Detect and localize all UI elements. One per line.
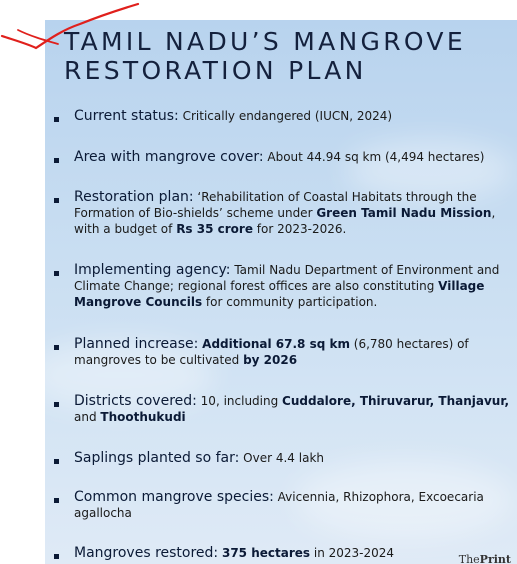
item-label: Restoration plan: — [74, 189, 194, 205]
square-bullet-icon — [54, 402, 59, 407]
item-text — [74, 545, 514, 561]
square-bullet-icon — [54, 198, 59, 203]
square-bullet-icon — [54, 271, 59, 276]
item-segment-bold: 375 hectares — [221, 546, 311, 560]
item-text — [74, 489, 514, 521]
title-line-2: RESTORATION PLAN — [64, 56, 367, 85]
item-text — [74, 189, 514, 237]
square-bullet-icon — [54, 554, 59, 559]
item-label: Planned increase: — [74, 336, 199, 352]
item-segment: for community participation. — [202, 295, 378, 309]
item-label: Common mangrove species: — [74, 489, 274, 505]
square-bullet-icon — [54, 345, 59, 350]
list-item — [54, 189, 514, 237]
list-item — [54, 545, 514, 561]
list-item — [54, 336, 514, 368]
item-label: Saplings planted so far: — [74, 450, 240, 466]
item-segment: , with a budget of — [74, 206, 496, 236]
item-text — [74, 149, 514, 165]
item-segment-bold: Cuddalore, Thiruvarur, Thanjavur, — [282, 394, 510, 408]
item-text — [74, 336, 514, 368]
item-segment-bold: Village Mangrove Councils — [74, 279, 485, 309]
item-segment: 10, including — [196, 394, 283, 408]
list-item — [54, 393, 514, 425]
item-label: Implementing agency: — [74, 262, 231, 278]
page-title — [64, 27, 504, 85]
item-label: Districts covered: — [74, 393, 197, 409]
list-item — [54, 262, 514, 310]
item-segment: and — [74, 410, 101, 424]
square-bullet-icon — [54, 117, 59, 122]
item-label: Area with mangrove cover: — [74, 149, 264, 165]
brand-logo — [459, 553, 511, 564]
item-text — [74, 393, 514, 425]
item-text — [74, 262, 514, 310]
infographic-panel — [45, 20, 517, 564]
square-bullet-icon — [54, 498, 59, 503]
list-item — [54, 450, 514, 466]
square-bullet-icon — [54, 459, 59, 464]
brand-main: Print — [479, 553, 511, 564]
item-segment: About 44.94 sq km (4,494 hectares) — [263, 150, 485, 164]
item-segment-bold: Rs 35 crore — [176, 222, 253, 236]
item-text — [74, 450, 514, 466]
item-label: Mangroves restored: — [74, 545, 219, 561]
item-segment-bold: Green Tamil Nadu Mission — [316, 206, 492, 220]
list-item — [54, 108, 514, 124]
brand-pre: The — [458, 553, 480, 564]
list-item — [54, 489, 514, 521]
item-segment: in 2023-2024 — [310, 546, 395, 560]
item-segment: ‘Rehabilitation of Coastal Habitats through the Formation of Bio-shields’ scheme under — [74, 190, 477, 220]
item-segment-bold: Additional 67.8 sq km — [202, 337, 350, 351]
item-text — [74, 108, 514, 124]
square-bullet-icon — [54, 158, 59, 163]
title-line-1: TAMIL NADU’S MANGROVE — [64, 27, 466, 56]
item-segment: Avicennia, Rhizophora, Excoecaria agallocha — [74, 490, 484, 520]
item-segment-bold: by 2026 — [243, 353, 298, 367]
item-label: Current status: — [74, 108, 179, 124]
item-segment: (6,780 hectares) of mangroves to be cultivated — [74, 337, 469, 367]
item-segment-bold: Thoothukudi — [100, 410, 186, 424]
item-segment: for 2023-2026. — [252, 222, 347, 236]
list-item — [54, 149, 514, 165]
item-segment: Over 4.4 lakh — [239, 451, 324, 465]
item-segment: Critically endangered (IUCN, 2024) — [178, 109, 393, 123]
item-segment: Tamil Nadu Department of Environment and Climate Change; regional forest offices are also constituting — [74, 263, 500, 293]
